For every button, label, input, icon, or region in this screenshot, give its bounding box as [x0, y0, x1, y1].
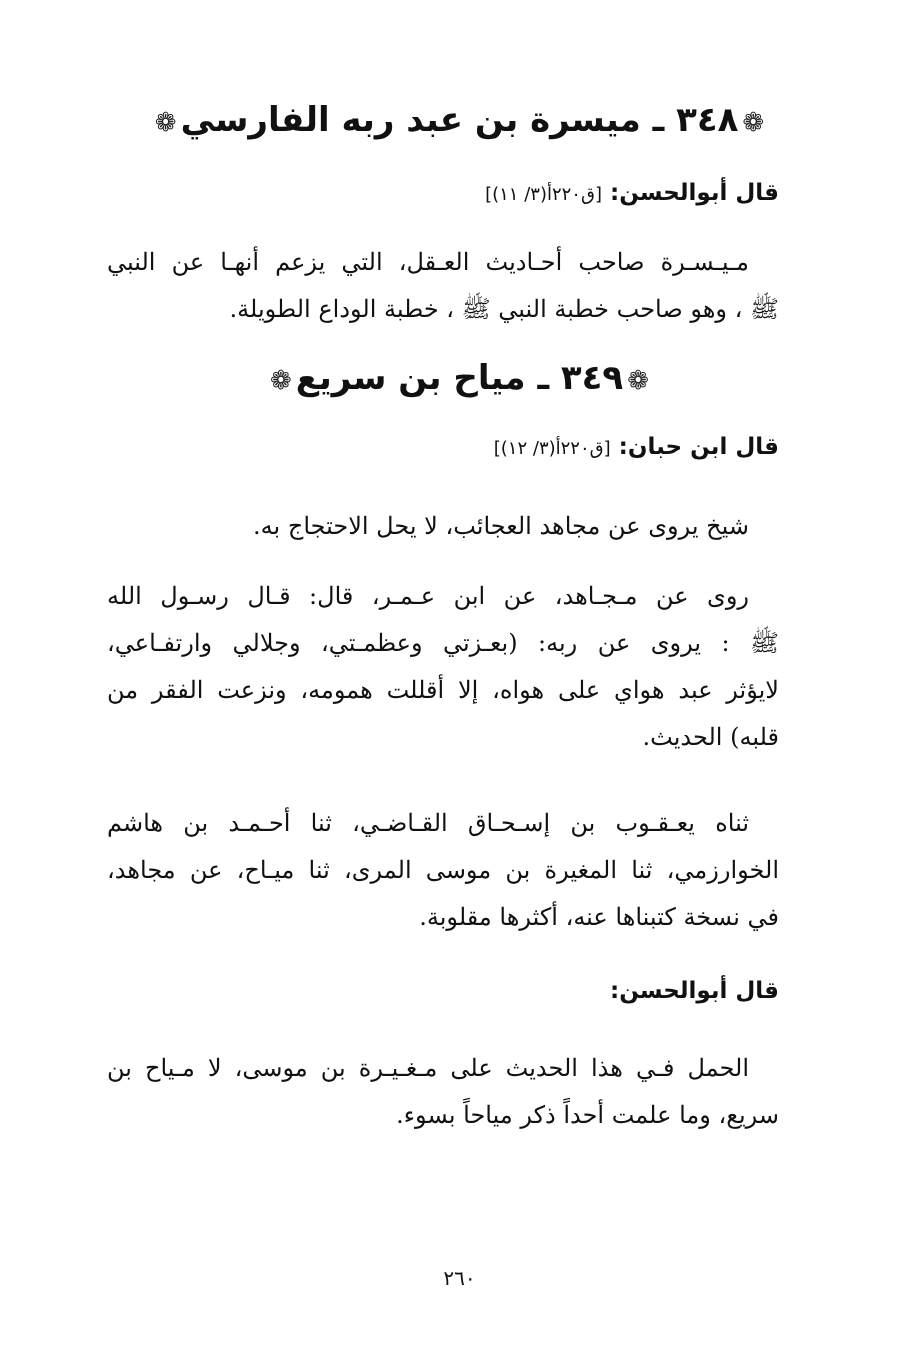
entry-349-para-3	[107, 800, 779, 941]
text-line: ثناه يعـقـوب بن إسـحـاق القـاضـي، ثنا أحـمـد بن هاشم	[107, 809, 749, 837]
text-line: ﷺ : يروى عن ربه: (بعـزتي وعظمـتي، وجلالي وارتفـاعي،	[107, 629, 779, 657]
ornament-icon: ❁	[627, 366, 649, 396]
entry-349-para-4	[107, 1045, 779, 1139]
text-line: لايؤثر عبد هواي على هواه، إلا أقللت همومه، ونزعت الفقر من	[107, 676, 779, 704]
ornament-icon: ❁	[742, 108, 765, 138]
text-line: سريع، وما علمت أحداً ذكر مياحاً بسوء.	[396, 1101, 779, 1129]
heading-label: قال ابن حبان:	[618, 434, 779, 460]
text-line: شيخ يروى عن مجاهد العجائب، لا يحل الاحتجاج به.	[253, 512, 749, 540]
ornament-icon: ❁	[270, 366, 292, 396]
entry-348-heading	[107, 180, 779, 206]
manuscript-reference: [ق٢٢٠أ(٣/ ١٢)]	[493, 438, 611, 459]
manuscript-reference: [ق٢٢٠أ(٣/ ١١)]	[485, 184, 602, 205]
heading-label: قال أبوالحسن:	[610, 180, 779, 206]
text-line: روى عن مـجـاهد، عن ابن عـمـر، قال: قـال رسـول الله	[107, 582, 749, 610]
text-line: في نسخة كتبناها عنه، أكثرها مقلوبة.	[419, 903, 779, 931]
entry-349-para-1	[107, 503, 779, 550]
text-line: الخوارزمي، ثنا المغيرة بن موسى المرى، ثنا ميـاح، عن مجاهد،	[107, 856, 779, 884]
ornament-icon: ❁	[154, 108, 177, 138]
text-line: مـيـسـرة صاحب أحـاديث العـقل، التي يزعم أنهـا عن النبي	[107, 248, 749, 276]
entry-348-text	[107, 239, 779, 333]
entry-349-para-2	[107, 573, 779, 761]
entry-349-title: ❁٣٤٩ ـ مياح بن سريع❁	[0, 358, 919, 398]
text-line: الحمل فـي هذا الحديث على مـغـيـرة بن موسى، لا مـياح بن	[107, 1054, 750, 1082]
entry-349-heading-2	[107, 978, 779, 1004]
heading-label: قال أبوالحسن:	[610, 978, 779, 1004]
entry-348-title: ❁٣٤٨ ـ ميسرة بن عبد ربه الفارسي❁	[0, 100, 919, 140]
entry-349-heading	[107, 434, 779, 460]
text-line: قلبه) الحديث.	[642, 723, 779, 751]
page-number: ٢٦٠	[443, 1266, 476, 1290]
text-line: ﷺ ، وهو صاحب خطبة النبي ﷺ ، خطبة الوداع الطويلة.	[229, 295, 779, 323]
